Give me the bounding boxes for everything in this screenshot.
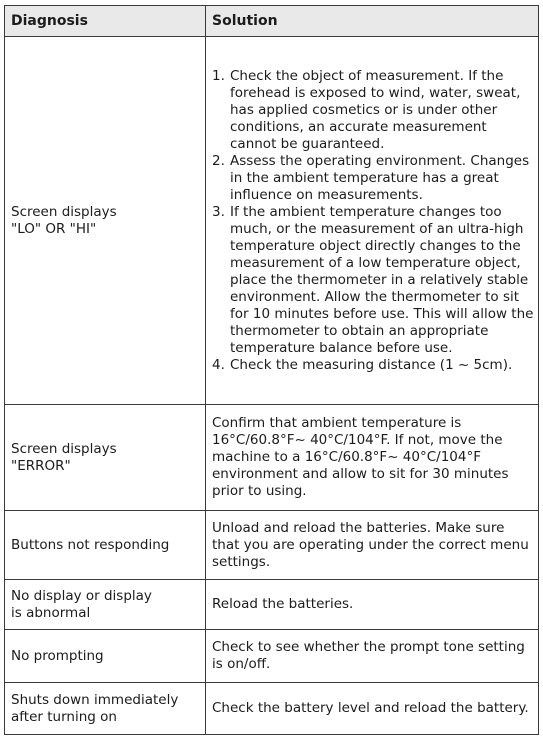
table-row: [5, 683, 539, 735]
table-row: [5, 37, 539, 405]
solution-text: Unload and reload the batteries. Make sure that you are operating under the correct menu settings.: [212, 519, 529, 570]
list-item: 3. If the ambient temperature changes too much, or the measurement of an ultra-high temperature object directly changes to the measurement of a low temperature object, place the thermometer in a relatively stable environment. Allow the thermometer to sit for 10 minutes before use. This will allow the thermometer to obtain an appropriate temperature balance before use.: [212, 203, 534, 356]
solution-cell: [206, 683, 539, 735]
solution-header: Solution: [206, 6, 539, 37]
solution-steps: [212, 68, 534, 374]
table-row: [5, 630, 539, 683]
table-row: [5, 405, 539, 511]
table-row: [5, 511, 539, 580]
troubleshooting-table: [4, 5, 539, 735]
list-item: 1. Check the object of measurement. If the forehead is exposed to wind, water, sweat, has applied cosmetics or is under other conditions, an accurate measurement cannot be guaranteed.: [212, 67, 521, 152]
diagnosis-text: Screen displays "ERROR": [11, 440, 117, 474]
solution-text: Reload the batteries.: [212, 596, 354, 612]
solution-cell: [206, 580, 539, 630]
diagnosis-text: Buttons not responding: [11, 536, 170, 553]
solution-cell: [206, 630, 539, 683]
diagnosis-cell: [5, 580, 206, 630]
solution-cell: [206, 511, 539, 580]
diagnosis-header: Diagnosis: [5, 6, 206, 37]
list-item: 2. Assess the operating environment. Changes in the ambient temperature has a great influence on measurements.: [212, 152, 530, 203]
solution-text: Check the battery level and reload the battery.: [212, 700, 529, 716]
diagnosis-text: Shuts down immediately after turning on: [11, 691, 179, 725]
solution-cell: [206, 37, 539, 405]
diagnosis-text: No display or display is abnormal: [11, 587, 152, 621]
solution-cell: [206, 405, 539, 511]
diagnosis-cell: [5, 683, 206, 735]
table-header-row: [5, 6, 539, 37]
diagnosis-cell: [5, 511, 206, 580]
table-row: [5, 580, 539, 630]
solution-text: Check to see whether the prompt tone setting is on/off.: [212, 639, 525, 672]
solution-text: Confirm that ambient temperature is 16°C/60.8°F~ 40°C/104°F. If not, move the machine to a 16°C/60.8°F~ 40°C/104°F environment and allow to sit for 30 minutes prior to using.: [212, 415, 509, 499]
list-item: 4. Check the measuring distance (1 ~ 5cm).: [212, 356, 513, 373]
diagnosis-cell: [5, 37, 206, 405]
diagnosis-text: No prompting: [11, 647, 104, 664]
diagnosis-cell: [5, 405, 206, 511]
diagnosis-cell: [5, 630, 206, 683]
diagnosis-text: Screen displays "LO" OR "HI": [11, 203, 117, 237]
